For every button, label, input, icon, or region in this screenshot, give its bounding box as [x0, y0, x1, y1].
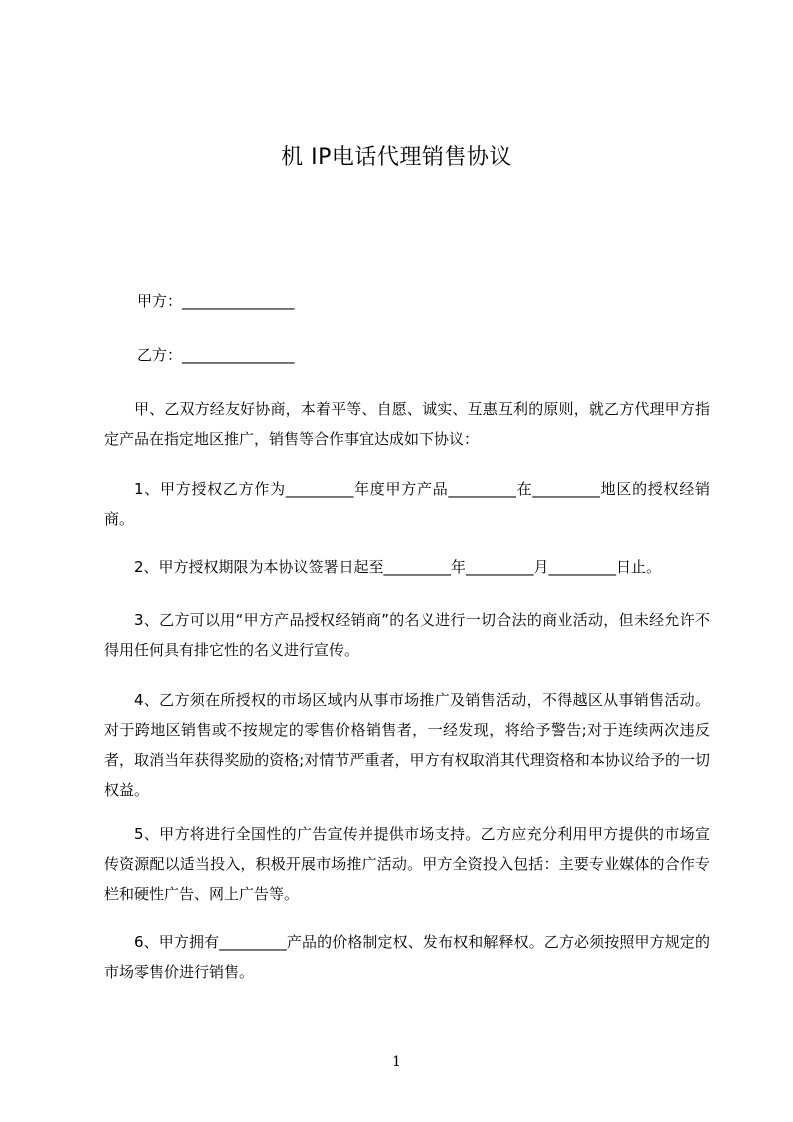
intro-paragraph: 甲、乙双方经友好协商，本着平等、自愿、诚实、互惠互利的原则，就乙方代理甲方指定产品在指定地区推广，销售等合作事宜达成如下协议： — [104, 400, 710, 448]
party-b-line: 乙方：_______________ — [137, 346, 295, 364]
clause-2: 2、甲方授权期限为本协议签署日起至_________年_________月_________日止。 — [134, 558, 662, 576]
document-title: 机 IP电话代理销售协议 — [281, 145, 512, 170]
clause-6: 6、甲方拥有_________产品的价格制定权、发布权和解释权。乙方必须按照甲方规定的市场零售价进行销售。 — [104, 933, 710, 981]
page-number: 1 — [392, 1054, 401, 1070]
clause-5: 5、甲方将进行全国性的广告宣传并提供市场支持。乙方应充分利用甲方提供的市场宣传资源配以适当投入，积极开展市场推广活动。甲方全资投入包括：主要专业媒体的合作专栏和硬性广告、网上广告等。 — [104, 825, 710, 903]
party-a-line: 甲方：_______________ — [137, 292, 295, 310]
clause-3: 3、乙方可以用“甲方产品授权经销商”的名义进行一切合法的商业活动，但未经允许不得用任何具有排它性的名义进行宣传。 — [104, 611, 710, 659]
clause-4: 4、乙方须在所授权的市场区域内从事市场推广及销售活动，不得越区从事销售活动。对于跨地区销售或不按规定的零售价格销售者，一经发现，将给予警告;对于连续两次违反者，取消当年获得奖励的资格;对情节严重者，甲方有权取消其代理资格和本协议给予的一切权益。 — [104, 691, 710, 799]
clause-1: 1、甲方授权乙方作为_________年度甲方产品_________在_________地区的授权经销商。 — [104, 480, 710, 528]
